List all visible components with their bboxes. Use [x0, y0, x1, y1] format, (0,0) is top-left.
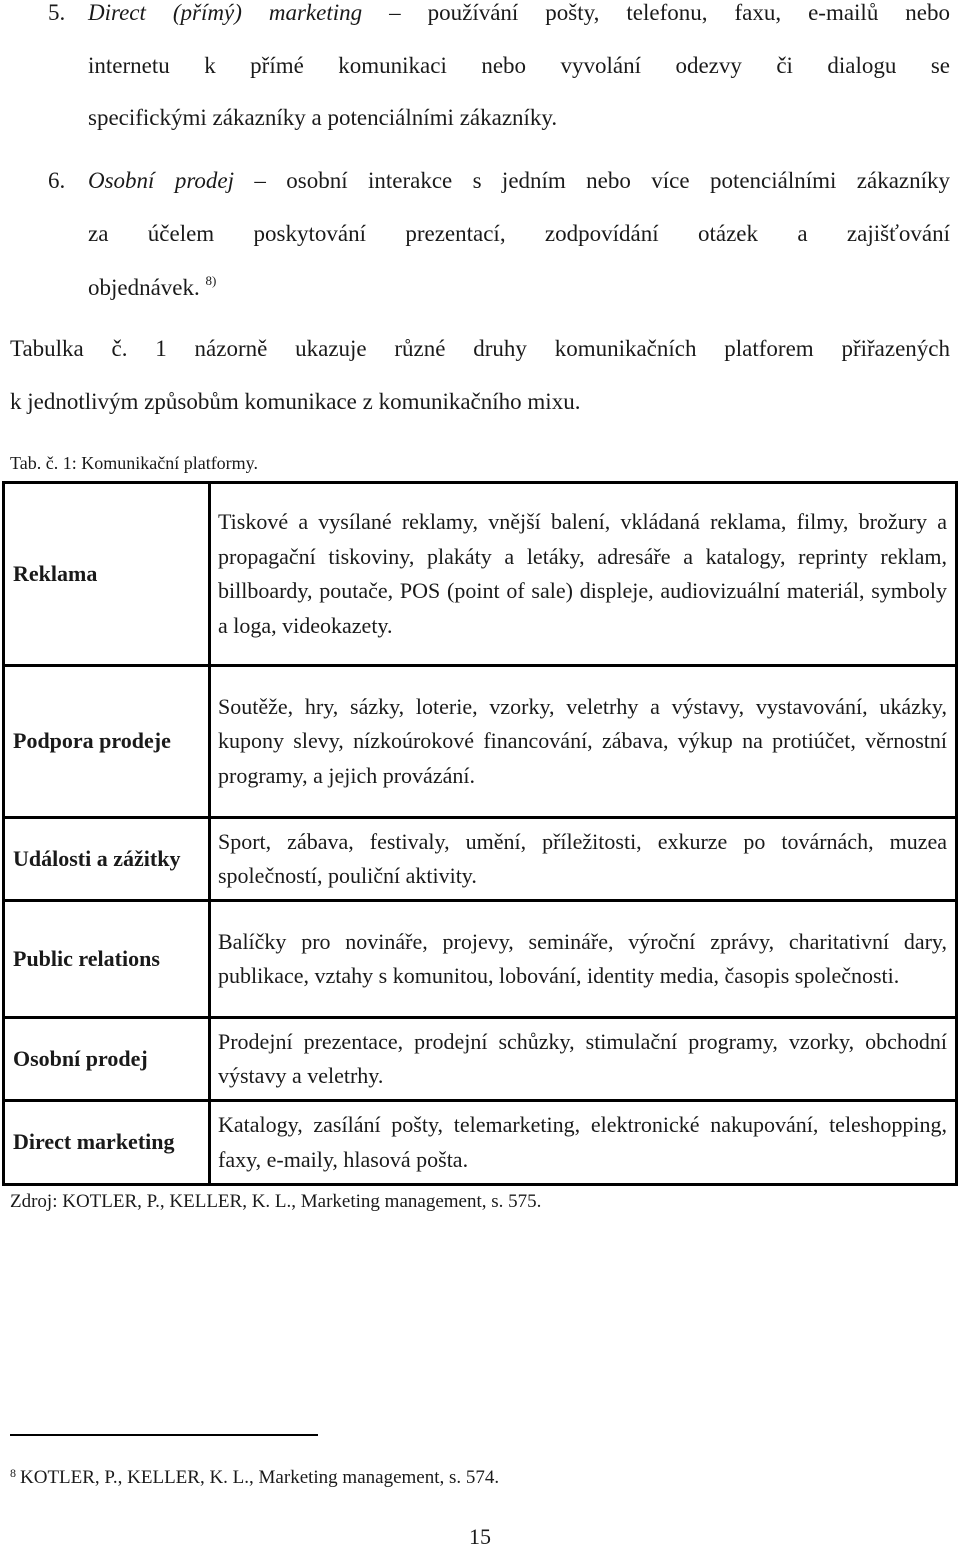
table-row — [4, 818, 957, 901]
category-cell: Podpora prodeje — [4, 666, 210, 818]
dash: – — [234, 168, 287, 193]
list-line: internetu k přímé komunikaci nebo vyvolání odezvy či dialogu se — [88, 53, 950, 78]
dash: – — [362, 0, 428, 25]
description-cell: Balíčky pro novináře, projevy, semináře, výroční zprávy, charitativní dary, publikace, vztahy s komunitou, lobování, identity media, časopis společnosti. — [210, 901, 957, 1018]
category-cell: Reklama — [4, 483, 210, 666]
table-caption: Tab. č. 1: Komunikační platformy. — [10, 453, 259, 473]
description-cell: Prodejní prezentace, prodejní schůzky, stimulační programy, vzorky, obchodní výstavy a veletrhy. — [210, 1018, 957, 1101]
category-cell: Osobní prodej — [4, 1018, 210, 1101]
description-cell: Katalogy, zasílání pošty, telemarketing, elektronické nakupování, teleshopping, faxy, e-maily, hlasová pošta. — [210, 1101, 957, 1185]
table-row — [4, 1018, 957, 1101]
table-row — [4, 901, 957, 1018]
category-cell: Public relations — [4, 901, 210, 1018]
footnote-rule — [10, 1434, 318, 1436]
table-row — [4, 666, 957, 818]
list-number: 5. — [48, 0, 66, 25]
list-line — [88, 0, 950, 26]
category-cell: Direct marketing — [4, 1101, 210, 1185]
list-line — [88, 168, 950, 194]
table-source: Zdroj: KOTLER, P., KELLER, K. L., Marketing management, s. 575. — [10, 1191, 542, 1212]
description-cell: Soutěže, hry, sázky, loterie, vzorky, veletrhy a výstavy, vystavování, ukázky, kupony slevy, nízkoúrokové financování, zábava, výkup na protiúčet, věrnostní programy, a jejich provázání. — [210, 666, 957, 818]
list-line: za účelem poskytování prezentací, zodpovídání otázek a zajišťování — [88, 221, 950, 246]
communication-platforms-table — [2, 481, 958, 1186]
table-row — [4, 1101, 957, 1185]
list-term: Direct (přímý) marketing — [88, 0, 363, 25]
footnote — [10, 1466, 499, 1489]
footnote-mark: 8 — [10, 1466, 16, 1480]
list-line: specifickými zákazníky a potenciálními zákazníky. — [88, 105, 558, 130]
list-text: používání pošty, telefonu, faxu, e-mailů nebo — [427, 0, 951, 25]
list-number: 6. — [48, 168, 66, 193]
footnote-ref: 8) — [205, 273, 217, 288]
category-cell: Události a zážitky — [4, 818, 210, 901]
description-cell: Sport, zábava, festivaly, umění, příležitosti, exkurze po továrnách, muzea společností, pouliční aktivity. — [210, 818, 957, 901]
description-cell: Tiskové a vysílané reklamy, vnější balení, vkládaná reklama, filmy, brožury a propagační tiskoviny, plakáty a letáky, adresáře a katalogy, reprinty reklam, billboardy, poutače, POS (point of sale) displeje, audiovizuální materiál, symboly a loga, videokazety. — [210, 483, 957, 666]
intro-paragraph-line: k jednotlivým způsobům komunikace z komunikačního mixu. — [10, 389, 581, 414]
intro-paragraph-line: Tabulka č. 1 názorně ukazuje různé druhy komunikačních platforem přiřazených — [10, 336, 950, 361]
list-line — [88, 273, 950, 301]
list-text: osobní interakce s jedním nebo více potenciálními zákazníky — [286, 168, 950, 193]
footnote-text: KOTLER, P., KELLER, K. L., Marketing management, s. 574. — [20, 1467, 500, 1488]
list-text: objednávek. — [88, 275, 200, 300]
page-number: 15 — [469, 1524, 491, 1549]
table-row — [4, 483, 957, 666]
list-term: Osobní prodej — [88, 168, 235, 193]
